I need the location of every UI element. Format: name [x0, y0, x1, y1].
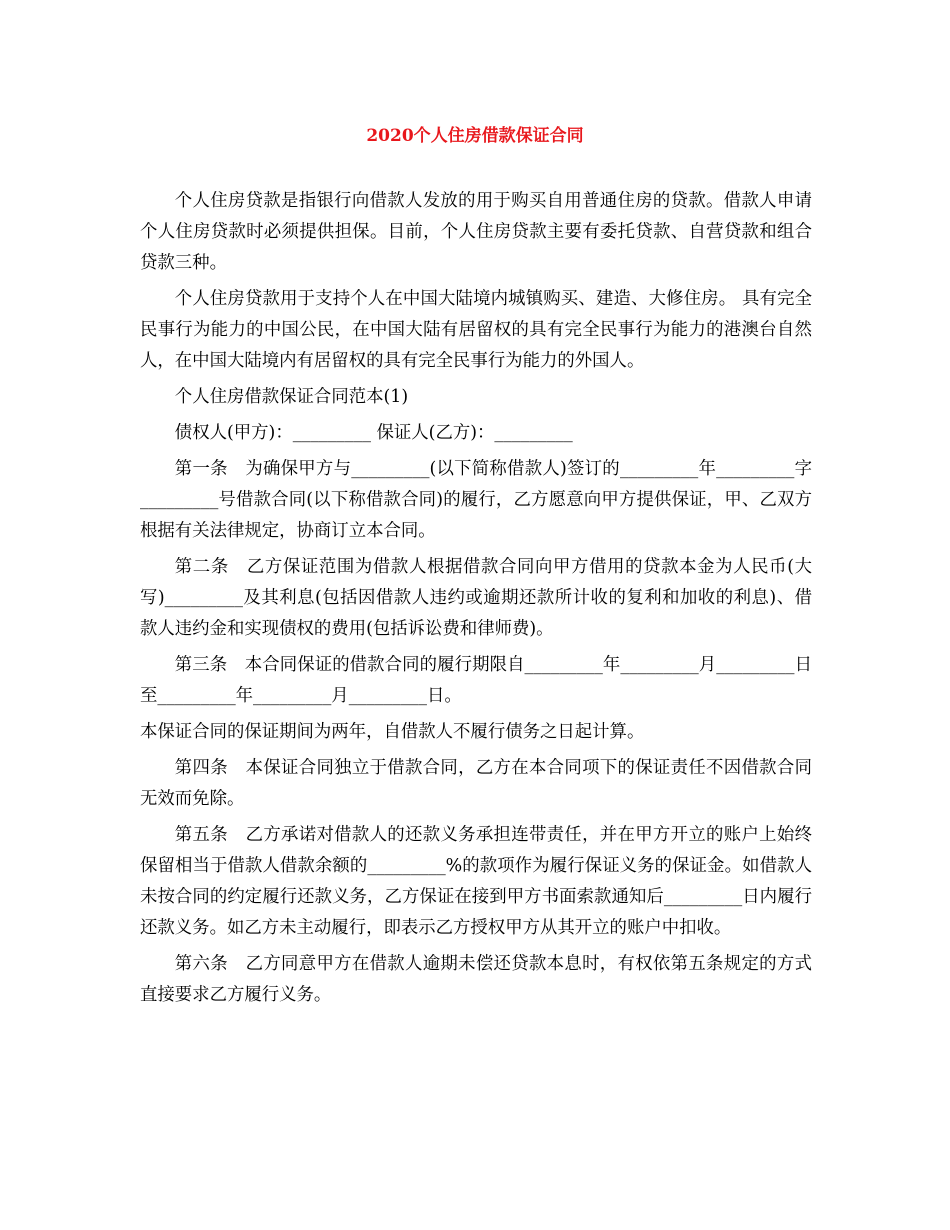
paragraph-article-5: 第五条 乙方承诺对借款人的还款义务承担连带责任，并在甲方开立的账户上始终保留相当于借款人借款余额的_________%的款项作为履行保证义务的保证金。如借款人未按合同的约定履行还款义务，乙方保证在接到甲方书面索款通知后_________日内履行还款义务。如乙方未主动履行，即表示乙方授权甲方从其开立的账户中扣收。 [140, 825, 812, 938]
document-title: 2020个人住房借款保证合同 [366, 126, 584, 146]
paragraph-template-heading: 个人住房借款保证合同范本(1) [174, 387, 409, 407]
paragraph-article-1: 第一条 为确保甲方与_________(以下简称借款人)签订的_________年_________字_________号借款合同(以下称借款合同)的履行，乙方愿意向甲方提供保证，甲、乙双方根据有关法律规定，协商订立本合同。 [140, 459, 812, 541]
paragraph-article-6: 第六条 乙方同意甲方在借款人逾期未偿还贷款本息时，有权依第五条规定的方式直接要求乙方履行义务。 [140, 954, 812, 1005]
paragraph-guarantee-period: 本保证合同的保证期间为两年，自借款人不履行债务之日起计算。 [140, 722, 645, 742]
paragraph-parties: 债权人(甲方)：_________ 保证人(乙方)：_________ [174, 423, 573, 443]
paragraph-article-3: 第三条 本合同保证的借款合同的履行期限自_________年_________月_________日至_________年_________月_________日。 [140, 655, 812, 706]
paragraph-article-2: 第二条 乙方保证范围为借款人根据借款合同向甲方借用的贷款本金为人民币(大写)_________及其利息(包括因借款人违约或逾期还款所计收的复利和加收的利息)、借款人违约金和实现债权的费用(包括诉讼费和律师费)。 [140, 557, 812, 639]
paragraph-intro-1: 个人住房贷款是指银行向借款人发放的用于购买自用普通住房的贷款。借款人申请个人住房贷款时必须提供担保。目前，个人住房贷款主要有委托贷款、自营贷款和组合贷款三种。 [140, 191, 812, 273]
paragraph-article-4: 第四条 本保证合同独立于借款合同，乙方在本合同项下的保证责任不因借款合同无效而免除。 [140, 758, 812, 809]
paragraph-intro-2: 个人住房贷款用于支持个人在中国大陆境内城镇购买、建造、大修住房。 具有完全民事行为能力的中国公民，在中国大陆有居留权的具有完全民事行为能力的港澳台自然人，在中国大陆境内有居留权的具有完全民事行为能力的外国人。 [140, 289, 812, 371]
document-body [140, 186, 812, 1016]
